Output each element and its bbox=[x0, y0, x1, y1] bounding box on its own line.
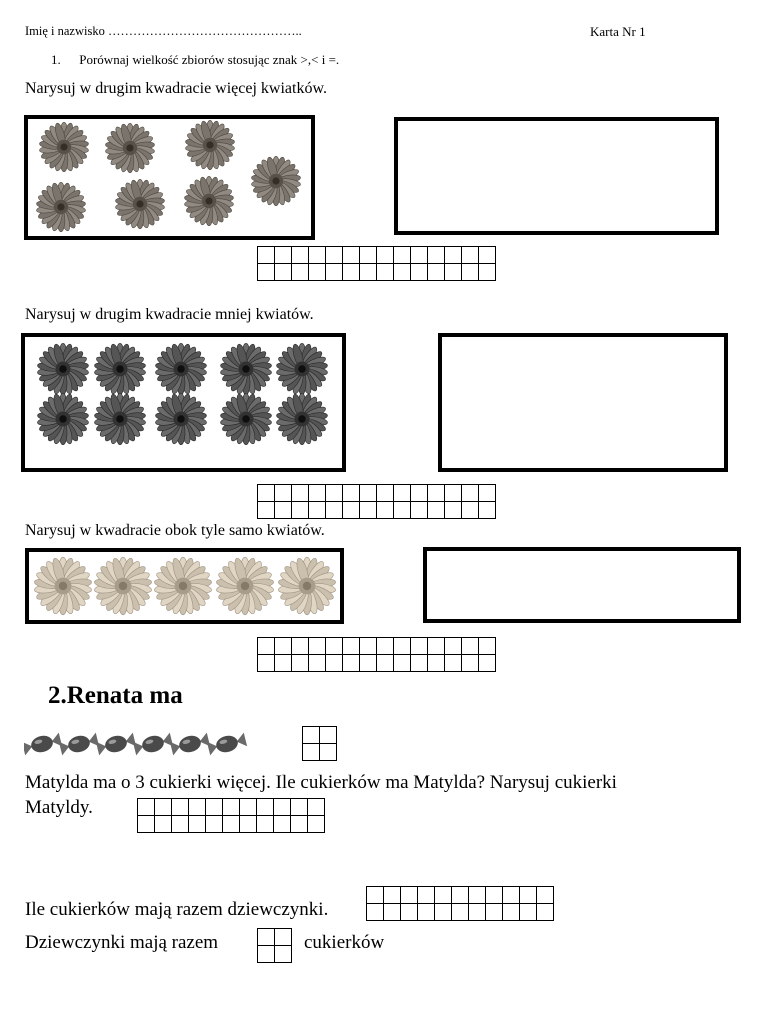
grid-cell[interactable] bbox=[291, 816, 308, 833]
gerbera-flower-icon bbox=[37, 393, 89, 445]
grid-cell[interactable] bbox=[367, 887, 384, 904]
grid-cell[interactable] bbox=[360, 655, 377, 672]
grid-cell[interactable] bbox=[445, 247, 462, 264]
grid-cell[interactable] bbox=[428, 247, 445, 264]
grid-cell[interactable] bbox=[418, 887, 435, 904]
grid-cell[interactable] bbox=[394, 485, 411, 502]
grid-cell[interactable] bbox=[275, 929, 292, 946]
question-total: Ile cukierków mają razem dziewczynki. bbox=[25, 899, 329, 920]
grid-cell[interactable] bbox=[377, 485, 394, 502]
grid-cell[interactable] bbox=[428, 655, 445, 672]
drawing-box-c[interactable] bbox=[423, 547, 741, 623]
grid-cell[interactable] bbox=[401, 904, 418, 921]
grid-cell[interactable] bbox=[411, 502, 428, 519]
drawing-box-b[interactable] bbox=[438, 333, 728, 472]
grid-cell[interactable] bbox=[275, 502, 292, 519]
grid-cell[interactable] bbox=[138, 816, 155, 833]
grid-cell[interactable] bbox=[377, 247, 394, 264]
grid-cell[interactable] bbox=[172, 816, 189, 833]
grid-cell[interactable] bbox=[452, 887, 469, 904]
grid-cell[interactable] bbox=[411, 264, 428, 281]
grid-cell[interactable] bbox=[258, 638, 275, 655]
grid-cell[interactable] bbox=[394, 655, 411, 672]
grid-cell[interactable] bbox=[343, 264, 360, 281]
flower-set-b bbox=[25, 337, 342, 468]
grid-cell[interactable] bbox=[445, 638, 462, 655]
grid-cell[interactable] bbox=[172, 799, 189, 816]
grid-cell[interactable] bbox=[343, 485, 360, 502]
grid-cell[interactable] bbox=[377, 655, 394, 672]
grid-cell[interactable] bbox=[428, 264, 445, 281]
grid-cell[interactable] bbox=[291, 799, 308, 816]
grid-cell[interactable] bbox=[462, 638, 479, 655]
flower-set-a bbox=[28, 119, 311, 236]
grid-cell[interactable] bbox=[479, 655, 496, 672]
grid-cell[interactable] bbox=[275, 946, 292, 963]
task2-heading bbox=[48, 682, 183, 710]
gerbera-flower-icon bbox=[276, 343, 328, 395]
grid-cell[interactable] bbox=[326, 502, 343, 519]
gerbera-flower-icon bbox=[154, 557, 212, 615]
grid-cell[interactable] bbox=[462, 247, 479, 264]
grid-cell[interactable] bbox=[275, 638, 292, 655]
grid-cell[interactable] bbox=[326, 247, 343, 264]
flowers-box-a bbox=[24, 115, 315, 240]
grid-cell[interactable] bbox=[486, 887, 503, 904]
grid-cell[interactable] bbox=[479, 502, 496, 519]
gerbera-flower-icon bbox=[185, 120, 235, 170]
grid-cell[interactable] bbox=[462, 655, 479, 672]
gerbera-flower-icon bbox=[216, 557, 274, 615]
grid-cell[interactable] bbox=[486, 904, 503, 921]
grid-cell[interactable] bbox=[462, 264, 479, 281]
grid-cell[interactable] bbox=[411, 485, 428, 502]
grid-cell[interactable] bbox=[445, 485, 462, 502]
task2-number: 2. bbox=[48, 682, 67, 709]
grid-cell[interactable] bbox=[428, 638, 445, 655]
grid-cell[interactable] bbox=[258, 485, 275, 502]
gerbera-flower-icon bbox=[34, 557, 92, 615]
grid-cell[interactable] bbox=[308, 816, 325, 833]
grid-cell[interactable] bbox=[462, 485, 479, 502]
wrapped-candy-icon bbox=[24, 732, 62, 757]
flower-set-c bbox=[29, 552, 340, 620]
grid-cell[interactable] bbox=[520, 904, 537, 921]
grid-cell[interactable] bbox=[292, 502, 309, 519]
matylda-grid[interactable] bbox=[137, 798, 325, 833]
grid-cell[interactable] bbox=[189, 799, 206, 816]
grid-cell[interactable] bbox=[292, 655, 309, 672]
grid-cell[interactable] bbox=[343, 247, 360, 264]
grid-cell[interactable] bbox=[223, 799, 240, 816]
wrapped-candy-icon bbox=[170, 732, 211, 757]
grid-cell[interactable] bbox=[309, 264, 326, 281]
grid-cell[interactable] bbox=[428, 502, 445, 519]
instruction-more-flowers: Narysuj w drugim kwadracie więcej kwiatków. bbox=[25, 80, 327, 97]
grid-cell[interactable] bbox=[377, 502, 394, 519]
grid-cell[interactable] bbox=[275, 264, 292, 281]
grid-cell[interactable] bbox=[274, 799, 291, 816]
candy-count-grid[interactable] bbox=[302, 726, 337, 761]
grid-cell[interactable] bbox=[320, 727, 337, 744]
answer-grid-c[interactable] bbox=[257, 637, 496, 672]
grid-cell[interactable] bbox=[520, 887, 537, 904]
grid-cell[interactable] bbox=[206, 816, 223, 833]
grid-cell[interactable] bbox=[155, 799, 172, 816]
task1-title bbox=[51, 52, 339, 68]
grid-cell[interactable] bbox=[275, 485, 292, 502]
grid-cell[interactable] bbox=[326, 655, 343, 672]
gerbera-flower-icon bbox=[94, 557, 152, 615]
grid-cell[interactable] bbox=[411, 638, 428, 655]
grid-cell[interactable] bbox=[479, 247, 496, 264]
grid-cell[interactable] bbox=[292, 485, 309, 502]
task2-title: Renata ma bbox=[66, 682, 183, 709]
instruction-same-flowers: Narysuj w kwadracie obok tyle samo kwiatów. bbox=[25, 522, 325, 539]
grid-cell[interactable] bbox=[308, 799, 325, 816]
grid-cell[interactable] bbox=[418, 904, 435, 921]
grid-cell[interactable] bbox=[503, 904, 520, 921]
drawing-box-a[interactable] bbox=[394, 117, 719, 235]
question-matylda: Matylda ma o 3 cukierki więcej. Ile cukierków ma Matylda? Narysuj cukierki bbox=[25, 772, 617, 793]
gerbera-flower-icon bbox=[105, 123, 155, 173]
grid-cell[interactable] bbox=[360, 264, 377, 281]
grid-cell[interactable] bbox=[360, 638, 377, 655]
grid-cell[interactable] bbox=[326, 485, 343, 502]
gerbera-flower-icon bbox=[94, 343, 146, 395]
grid-cell[interactable] bbox=[303, 727, 320, 744]
grid-cell[interactable] bbox=[377, 264, 394, 281]
grid-cell[interactable] bbox=[275, 247, 292, 264]
grid-cell[interactable] bbox=[343, 502, 360, 519]
grid-cell[interactable] bbox=[479, 264, 496, 281]
grid-cell[interactable] bbox=[292, 247, 309, 264]
gerbera-flower-icon bbox=[251, 156, 301, 206]
grid-cell[interactable] bbox=[292, 638, 309, 655]
gerbera-flower-icon bbox=[39, 122, 89, 172]
grid-cell[interactable] bbox=[469, 887, 486, 904]
gerbera-flower-icon bbox=[36, 182, 86, 232]
grid-cell[interactable] bbox=[309, 638, 326, 655]
grid-cell[interactable] bbox=[360, 485, 377, 502]
gerbera-flower-icon bbox=[115, 179, 165, 229]
grid-cell[interactable] bbox=[469, 904, 486, 921]
grid-cell[interactable] bbox=[275, 655, 292, 672]
grid-cell[interactable] bbox=[445, 502, 462, 519]
grid-cell[interactable] bbox=[309, 655, 326, 672]
grid-cell[interactable] bbox=[384, 887, 401, 904]
grid-cell[interactable] bbox=[258, 929, 275, 946]
wrapped-candy-icon bbox=[133, 732, 174, 757]
gerbera-flower-icon bbox=[220, 393, 272, 445]
wrapped-candy-icon bbox=[59, 732, 100, 757]
grid-cell[interactable] bbox=[445, 655, 462, 672]
grid-cell[interactable] bbox=[206, 799, 223, 816]
task1-title-text: Porównaj wielkość zbiorów stosując znak >,< i =. bbox=[79, 52, 340, 67]
grid-cell[interactable] bbox=[223, 816, 240, 833]
grid-cell[interactable] bbox=[326, 638, 343, 655]
grid-cell[interactable] bbox=[360, 502, 377, 519]
grid-cell[interactable] bbox=[537, 887, 554, 904]
gerbera-flower-icon bbox=[94, 393, 146, 445]
grid-cell[interactable] bbox=[537, 904, 554, 921]
grid-cell[interactable] bbox=[394, 502, 411, 519]
grid-cell[interactable] bbox=[401, 887, 418, 904]
answer-suffix: cukierków bbox=[304, 932, 385, 953]
total-grid[interactable] bbox=[366, 886, 554, 921]
grid-cell[interactable] bbox=[452, 904, 469, 921]
grid-cell[interactable] bbox=[462, 502, 479, 519]
wrapped-candy-icon bbox=[207, 732, 248, 757]
grid-cell[interactable] bbox=[503, 887, 520, 904]
grid-cell[interactable] bbox=[258, 946, 275, 963]
grid-cell[interactable] bbox=[394, 247, 411, 264]
grid-cell[interactable] bbox=[155, 816, 172, 833]
card-number-label: Karta Nr 1 bbox=[590, 24, 646, 39]
instruction-fewer-flowers: Narysuj w drugim kwadracie mniej kwiatów. bbox=[25, 306, 314, 323]
answer-prefix: Dziewczynki mają razem bbox=[25, 932, 219, 953]
grid-cell[interactable] bbox=[303, 744, 320, 761]
grid-cell[interactable] bbox=[384, 904, 401, 921]
question-matylda-cont: Matyldy. bbox=[25, 797, 93, 818]
grid-cell[interactable] bbox=[292, 264, 309, 281]
grid-cell[interactable] bbox=[411, 247, 428, 264]
gerbera-flower-icon bbox=[276, 393, 328, 445]
gerbera-flower-icon bbox=[184, 176, 234, 226]
grid-cell[interactable] bbox=[258, 264, 275, 281]
answer-grid-a[interactable] bbox=[257, 246, 496, 281]
wrapped-candy-icon bbox=[96, 732, 137, 757]
grid-cell[interactable] bbox=[445, 264, 462, 281]
answer-grid-b[interactable] bbox=[257, 484, 496, 519]
grid-cell[interactable] bbox=[240, 799, 257, 816]
grid-cell[interactable] bbox=[138, 799, 155, 816]
task1-number: 1. bbox=[51, 52, 61, 67]
grid-cell[interactable] bbox=[411, 655, 428, 672]
flowers-box-b bbox=[21, 333, 346, 472]
grid-cell[interactable] bbox=[258, 502, 275, 519]
grid-cell[interactable] bbox=[343, 655, 360, 672]
grid-cell[interactable] bbox=[258, 655, 275, 672]
gerbera-flower-icon bbox=[37, 343, 89, 395]
grid-cell[interactable] bbox=[394, 638, 411, 655]
gerbera-flower-icon bbox=[155, 343, 207, 395]
grid-cell[interactable] bbox=[257, 799, 274, 816]
grid-cell[interactable] bbox=[309, 247, 326, 264]
grid-cell[interactable] bbox=[343, 638, 360, 655]
grid-cell[interactable] bbox=[479, 485, 496, 502]
grid-cell[interactable] bbox=[360, 247, 377, 264]
grid-cell[interactable] bbox=[479, 638, 496, 655]
grid-cell[interactable] bbox=[435, 904, 452, 921]
grid-cell[interactable] bbox=[257, 816, 274, 833]
grid-cell[interactable] bbox=[326, 264, 343, 281]
answer-total-grid[interactable] bbox=[257, 928, 292, 963]
grid-cell[interactable] bbox=[394, 264, 411, 281]
grid-cell[interactable] bbox=[240, 816, 257, 833]
grid-cell[interactable] bbox=[258, 247, 275, 264]
candy-row bbox=[24, 728, 254, 760]
flowers-box-c bbox=[25, 548, 344, 624]
gerbera-flower-icon bbox=[278, 557, 336, 615]
grid-cell[interactable] bbox=[435, 887, 452, 904]
grid-cell[interactable] bbox=[189, 816, 206, 833]
grid-cell[interactable] bbox=[320, 744, 337, 761]
grid-cell[interactable] bbox=[274, 816, 291, 833]
grid-cell[interactable] bbox=[367, 904, 384, 921]
grid-cell[interactable] bbox=[309, 502, 326, 519]
name-field-label: Imię i nazwisko ……………………………………….. bbox=[25, 24, 302, 38]
gerbera-flower-icon bbox=[220, 343, 272, 395]
grid-cell[interactable] bbox=[377, 638, 394, 655]
grid-cell[interactable] bbox=[428, 485, 445, 502]
gerbera-flower-icon bbox=[155, 393, 207, 445]
grid-cell[interactable] bbox=[309, 485, 326, 502]
